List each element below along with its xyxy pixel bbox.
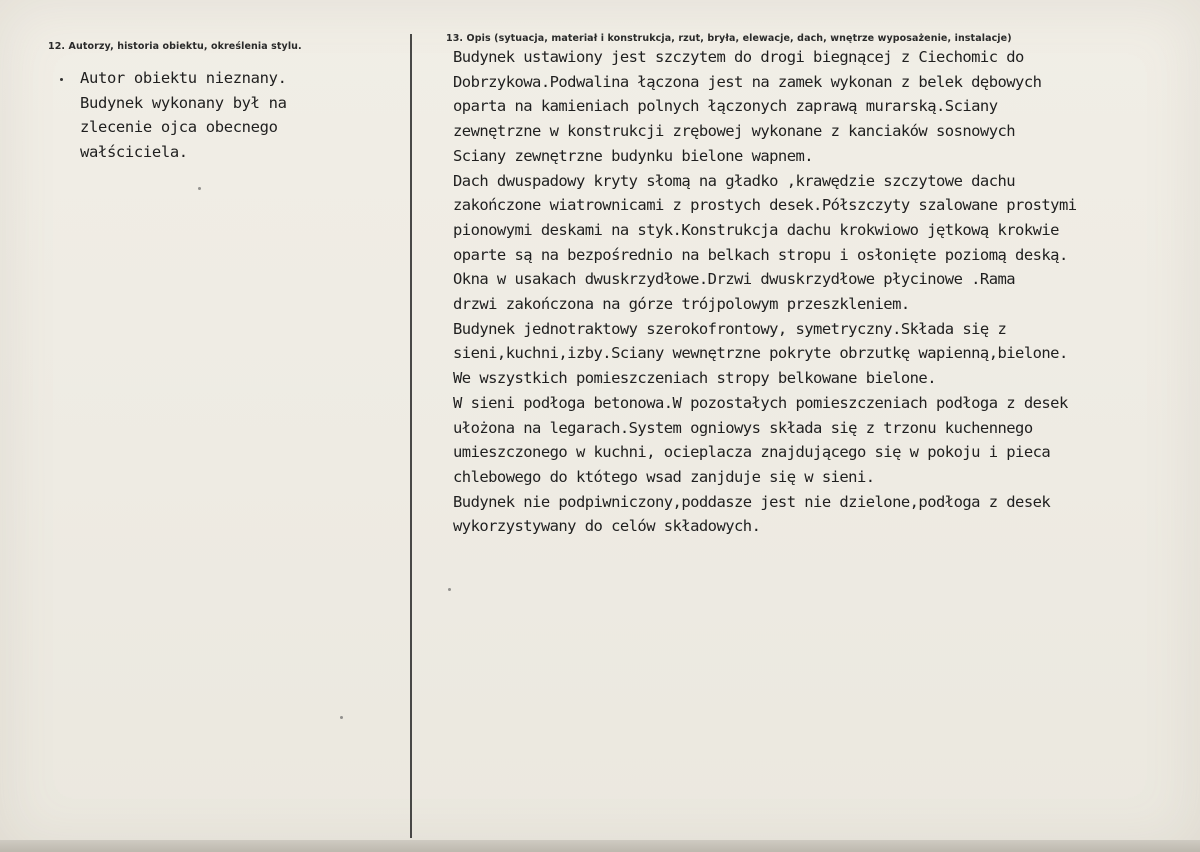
- text-line: Sciany zewnętrzne budynku bielone wapnem.: [453, 146, 814, 165]
- text-line: pionowymi deskami na styk.Konstrukcja dachu krokwiowo jętkową krokwie: [453, 220, 1059, 239]
- text-line: zakończone wiatrownicami z prostych desek.Półszczyty szalowane prostymi: [453, 196, 1077, 215]
- text-line: wykorzystywany do celów składowych.: [453, 517, 761, 536]
- text-line: Okna w usakach dwuskrzydłowe.Drzwi dwuskrzydłowe płycinowe .Rama: [453, 270, 1016, 289]
- text-line: Budynek wykonany był na: [80, 93, 287, 112]
- text-line: We wszystkich pomieszczeniach stropy belkowane bielone.: [453, 369, 936, 388]
- paper-speck: [448, 588, 451, 591]
- text-line: Budynek ustawiony jest szczytem do drogi biegnącej z Ciechomic do: [453, 48, 1024, 66]
- paper-speck: [340, 716, 343, 719]
- text-line: zewnętrzne w konstrukcji zrębowej wykonane z kanciaków sosnowych: [453, 122, 1016, 141]
- text-line: drzwi zakończona na górze trójpolowym przeszkleniem.: [453, 295, 910, 314]
- field-13-text: [453, 45, 1077, 539]
- field-13-heading: 13. Opis (sytuacja, materiał i konstrukcja, rzut, bryła, elewacje, dach, wnętrze wyposażenie, instalacje): [446, 33, 1012, 44]
- paper-speck: [198, 187, 201, 190]
- text-line: wałściciela.: [80, 142, 188, 161]
- text-line: ułożona na legarach.System ogniowys składa się z trzonu kuchennego: [453, 418, 1033, 437]
- field-12-text: [80, 66, 287, 164]
- text-line: Dach dwuspadowy kryty słomą na gładko ,krawędzie szczytowe dachu: [453, 171, 1016, 190]
- scan-bottom-edge: [0, 840, 1200, 852]
- text-line: chlebowego do któtego wsad zanjduje się w sieni.: [453, 467, 875, 486]
- text-line: Budynek jednotraktowy szerokofrontowy, symetryczny.Składa się z: [453, 319, 1007, 338]
- field-12-heading: 12. Autorzy, historia obiektu, określenia stylu.: [48, 41, 302, 52]
- text-line: umieszczonego w kuchni, ocieplacza znajdującego się w pokoju i pieca: [453, 443, 1051, 462]
- typed-bullet-mark: [60, 78, 63, 81]
- field-12-column: [0, 0, 410, 852]
- text-line: Autor obiektu nieznany.: [80, 69, 287, 87]
- text-line: sieni,kuchni,izby.Sciany wewnętrzne pokryte obrzutkę wapienną,bielone.: [453, 344, 1068, 363]
- text-line: oparte są na bezpośrednio na belkach stropu i osłonięte poziomą deską.: [453, 245, 1068, 264]
- field-13-column: [418, 0, 1200, 852]
- text-line: Dobrzykowa.Podwalina łączona jest na zamek wykonan z belek dębowych: [453, 72, 1042, 91]
- text-line: oparta na kamieniach polnych łączonych zaprawą murarską.Sciany: [453, 97, 998, 116]
- text-line: W sieni podłoga betonowa.W pozostałych pomieszczeniach podłoga z desek: [453, 393, 1068, 412]
- column-divider: [410, 34, 412, 838]
- text-line: zlecenie ojca obecnego: [80, 118, 278, 136]
- text-line: Budynek nie podpiwniczony,poddasze jest nie dzielone,podłoga z desek: [453, 492, 1051, 511]
